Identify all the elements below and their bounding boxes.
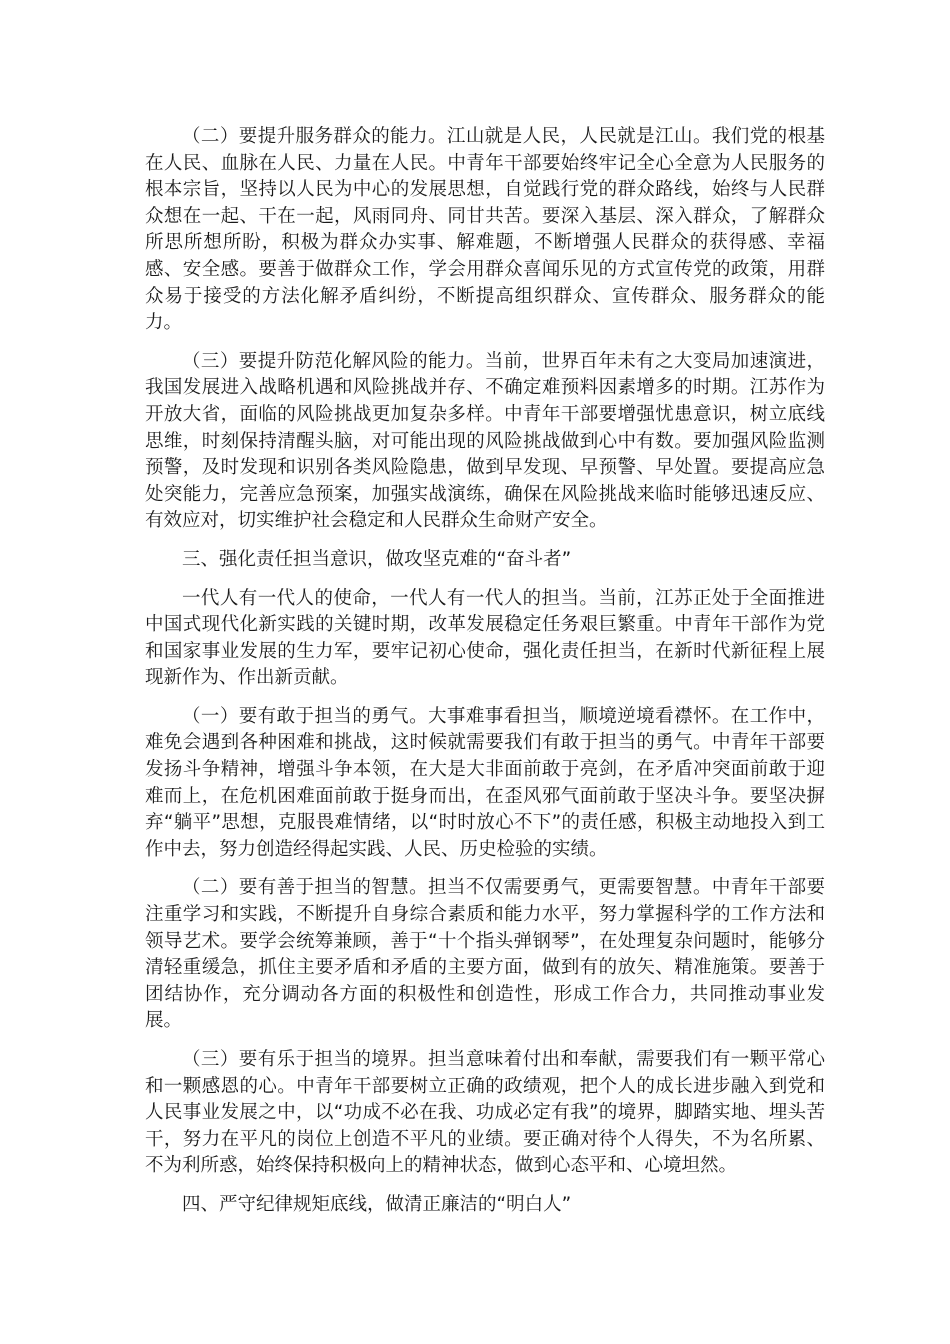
document-page <box>145 124 825 1231</box>
paragraph-realm: （三）要有乐于担当的境界。担当意味着付出和奉献，需要我们有一颗平常心和一颗感恩的心。中青年干部要树立正确的政绩观，把个人的成长进步融入到党和人民事业发展之中，以“功成不必在我、功成必定有我”的境界，脚踏实地、埋头苦干，努力在平凡的岗位上创造不平凡的业绩。要正确对待个人得失，不为名所累、不为利所惑，始终保持积极向上的精神状态，做到心态平和、心境坦然。 <box>145 1049 825 1177</box>
paragraph-serve-masses: （二）要提升服务群众的能力。江山就是人民，人民就是江山。我们党的根基在人民、血脉在人民、力量在人民。中青年干部要始终牢记全心全意为人民服务的根本宗旨，坚持以人民为中心的发展思想，自觉践行党的群众路线，始终与人民群众想在一起、干在一起，风雨同舟、同甘共苦。要深入基层、深入群众，了解群众所思所想所盼，积极为群众办实事、解难题，不断增强人民群众的获得感、幸福感、安全感。要善于做群众工作，学会用群众喜闻乐见的方式宣传党的政策，用群众易于接受的方法化解矛盾纠纷，不断提高组织群众、宣传群众、服务群众的能力。 <box>145 126 825 334</box>
paragraph-risk-prevention: （三）要提升防范化解风险的能力。当前，世界百年未有之大变局加速演进，我国发展进入战略机遇和风险挑战并存、不确定难预料因素增多的时期。江苏作为开放大省，面临的风险挑战更加复杂多样。中青年干部要增强忧患意识，树立底线思维，时刻保持清醒头脑，对可能出现的风险挑战做到心中有数。要加强风险监测预警，及时发现和识别各类风险隐患，做到早发现、早预警、早处置。要提高应急处突能力，完善应急预案，加强实战演练，确保在风险挑战来临时能够迅速反应、有效应对，切实维护社会稳定和人民群众生命财产安全。 <box>145 350 825 532</box>
paragraph-mission: 一代人有一代人的使命，一代人有一代人的担当。当前，江苏正处于全面推进中国式现代化新实践的关键时期，改革发展稳定任务艰巨繁重。中青年干部作为党和国家事业发展的生力军，要牢记初心使命，强化责任担当，在新时代新征程上展现新作为、作出新贡献。 <box>145 587 825 689</box>
section-heading-three: 三、强化责任担当意识，做攻坚克难的“奋斗者” <box>182 548 572 570</box>
section-heading-four: 四、严守纪律规矩底线，做清正廉洁的“明白人” <box>182 1193 572 1215</box>
paragraph-wisdom: （二）要有善于担当的智慧。担当不仅需要勇气，更需要智慧。中青年干部要注重学习和实践，不断提升自身综合素质和能力水平，努力掌握科学的工作方法和领导艺术。要学会统筹兼顾，善于“十个指头弹钢琴”，在处理复杂问题时，能够分清轻重缓急，抓住主要矛盾和矛盾的主要方面，做到有的放矢、精准施策。要善于团结协作，充分调动各方面的积极性和创造性，形成工作合力，共同推动事业发展。 <box>145 877 825 1032</box>
paragraph-courage: （一）要有敢于担当的勇气。大事难事看担当，顺境逆境看襟怀。在工作中，难免会遇到各种困难和挑战，这时候就需要我们有敢于担当的勇气。中青年干部要发扬斗争精神，增强斗争本领，在大是大非面前敢于亮剑，在矛盾冲突面前敢于迎难而上，在危机困难面前敢于挺身而出，在歪风邪气面前敢于坚决斗争。要坚决摒弃“躺平”思想，克服畏难情绪，以“时时放心不下”的责任感，积极主动地投入到工作中去，努力创造经得起实践、人民、历史检验的实绩。 <box>145 705 825 860</box>
